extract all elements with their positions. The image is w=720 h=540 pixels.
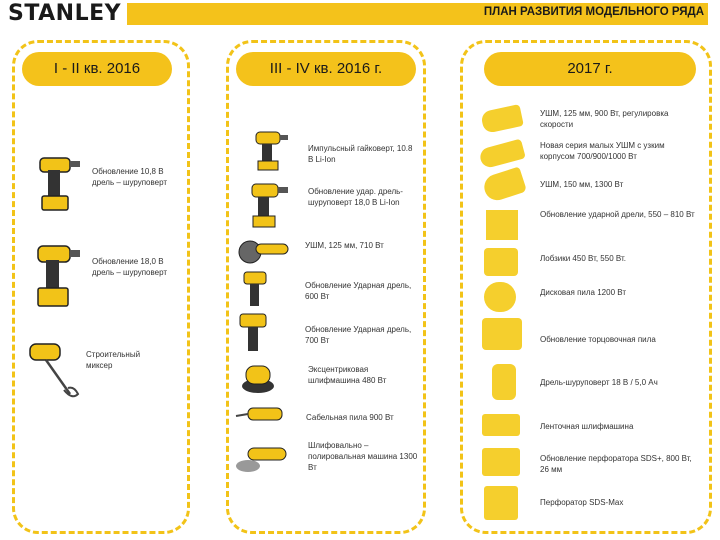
col2-item-4: Обновление Ударная дрель, 600 Вт xyxy=(305,281,412,301)
col1-item-3: Строительный миксер xyxy=(86,350,141,370)
col2-item-8: Шлифовально – полировальная машина 1300 Вт xyxy=(308,441,418,472)
silhouette-belt-sander xyxy=(482,414,520,436)
reciprocating-saw-image xyxy=(234,404,286,426)
col2-item-1: Импульсный гайковерт, 10.8 В Li-Ion xyxy=(308,144,413,164)
col2-item-5: Обновление Ударная дрель, 700 Вт xyxy=(305,325,412,345)
col1-item-1: Обновление 10,8 В дрель – шуруповерт xyxy=(92,167,168,187)
silhouette-circular-saw xyxy=(484,282,516,312)
col3-item-2: Новая серия малых УШМ с узким корпусом 700/900/1000 Вт xyxy=(540,141,665,161)
col3-item-7: Обновление торцовочная пила xyxy=(540,335,656,344)
drill-10v-image xyxy=(32,150,82,214)
col2-item-6: Эксцентриковая шлифмашина 480 Вт xyxy=(308,365,387,385)
col3-item-3: УШМ, 150 мм, 1300 Вт xyxy=(540,180,624,189)
silhouette-drill-driver xyxy=(492,364,516,400)
col3-item-10: Обновление перфоратора SDS+, 800 Вт, 26 мм xyxy=(540,454,692,474)
silhouette-sds-max xyxy=(484,486,518,520)
col3-item-5: Лобзики 450 Вт, 550 Вт. xyxy=(540,254,626,263)
angle-grinder-125-image xyxy=(238,232,292,266)
orbital-sander-image xyxy=(238,360,278,396)
col2-item-7: Сабельная пила 900 Вт xyxy=(306,413,394,422)
stanley-logo: STANLEY xyxy=(6,2,127,26)
col2-item-3: УШМ, 125 мм, 710 Вт xyxy=(305,241,384,250)
impact-drill-700-image xyxy=(236,310,276,356)
period-label-1: I - II кв. 2016 xyxy=(22,52,172,86)
col3-item-1: УШМ, 125 мм, 900 Вт, регулировка скорости xyxy=(540,109,669,129)
col3-item-4: Обновление ударной дрели, 550 – 810 Вт xyxy=(540,210,695,219)
col3-item-9: Ленточная шлифмашина xyxy=(540,422,634,431)
drill-18v-image xyxy=(28,240,82,310)
silhouette-miter-saw xyxy=(482,318,522,350)
period-label-3: 2017 г. xyxy=(484,52,696,86)
silhouette-rotary-hammer xyxy=(482,448,520,476)
col3-item-6: Дисковая пила 1200 Вт xyxy=(540,288,626,297)
col3-item-8: Дрель-шуруповерт 18 В / 5,0 Ач xyxy=(540,378,658,387)
polisher-image xyxy=(234,440,290,476)
page-title: ПЛАН РАЗВИТИЯ МОДЕЛЬНОГО РЯДА xyxy=(483,6,704,18)
silhouette-jigsaw xyxy=(484,248,518,276)
impact-driver-image xyxy=(250,128,290,172)
mixer-image xyxy=(26,338,82,408)
period-label-2: III - IV кв. 2016 г. xyxy=(236,52,416,86)
impact-drill-driver-image xyxy=(246,180,290,230)
col3-item-11: Перфоратор SDS-Max xyxy=(540,498,624,507)
header-bar xyxy=(0,0,720,28)
silhouette-drill xyxy=(486,210,518,240)
col2-item-2: Обновление удар. дрель-шуруповерт 18,0 В Li-Ion xyxy=(308,187,403,207)
col1-item-2: Обновление 18,0 В дрель – шуруповерт xyxy=(92,257,168,277)
impact-drill-600-image xyxy=(240,268,272,310)
